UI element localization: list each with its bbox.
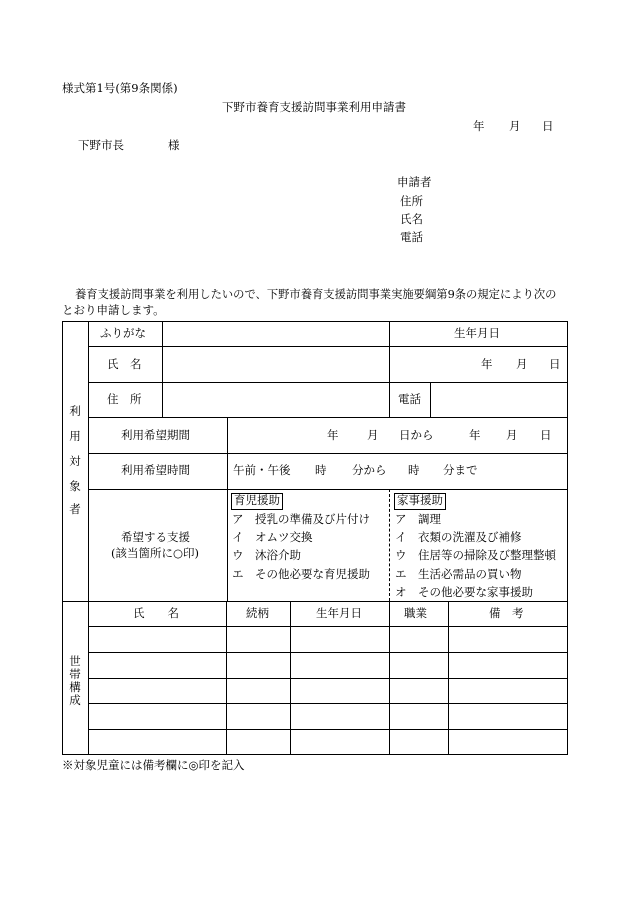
time-hour-1: 時 [315,463,327,477]
addressee: 下野市長 [78,138,124,152]
date-month-label: 月 [509,119,521,133]
date-day-label: 日 [542,119,554,133]
household-side-label-4: 成 [69,693,81,707]
housework-item-1: ア 調理 [395,512,441,526]
furigana-label: ふりがな [100,326,146,340]
household-col-birthdate: 生年月日 [316,606,362,620]
intro-line-2: とおり申請します。 [62,303,165,317]
footnote: ※対象児童には備考欄に◎印を記入 [62,758,245,772]
applicant-phone-label: 電話 [400,230,423,244]
time-ampm: 午前・午後 [233,463,291,477]
time-from: 分から [352,463,387,477]
childcare-heading: 育児援助 [231,493,283,510]
childcare-item-2: イ オムツ交換 [232,530,313,544]
form-title: 下野市養育支援訪問事業利用申請書 [222,100,406,114]
period-from-month: 月 [367,428,379,442]
support-label: 希望する支援 [121,530,190,544]
period-from-day: 日から [399,428,434,442]
applicant-address-label: 住所 [400,194,423,208]
childcare-item-3: ウ 沐浴介助 [232,548,301,562]
time-until: 分まで [443,463,478,477]
time-hour-2: 時 [408,463,420,477]
time-label: 利用希望時間 [121,463,190,477]
support-instruction: (該当箇所に○印) [111,546,200,560]
form-number: 様式第1号(第9条関係) [62,81,178,95]
birth-month-label: 月 [516,357,528,371]
user-side-label-4: 象 [69,479,81,493]
user-side-label-2: 用 [69,429,81,443]
user-phone-label: 電話 [398,392,421,406]
birth-day-label: 日 [549,357,561,371]
housework-item-3: ウ 住居等の掃除及び整理整頓 [395,548,556,562]
household-col-relation: 続柄 [246,606,269,620]
housework-item-4: エ 生活必需品の買い物 [395,567,522,581]
household-col-name: 氏 名 [133,606,179,620]
applicant-heading: 申請者 [397,175,432,189]
period-to-month: 月 [506,428,518,442]
user-address-label: 住 所 [107,392,142,406]
period-to-day: 日 [540,428,552,442]
user-side-label-1: 利 [69,404,81,418]
childcare-item-1: ア 授乳の準備及び片付け [232,512,370,526]
childcare-item-4: エ その他必要な育児援助 [232,567,370,581]
household-side-label-2: 帯 [69,667,81,681]
user-name-label: 氏 名 [107,357,142,371]
household-col-remarks: 備 考 [489,606,524,620]
intro-line-1: 養育支援訪問事業を利用したいので、下野市養育支援訪問事業実施要綱第9条の規定により次の [75,288,557,301]
household-side-label-1: 世 [69,654,81,668]
addressee-honorific: 様 [168,138,180,152]
household-col-occupation: 職業 [404,606,427,620]
date-year-label: 年 [473,119,485,133]
housework-item-2: イ 衣類の洗濯及び補修 [395,530,522,544]
applicant-name-label: 氏名 [400,212,423,226]
period-label: 利用希望期間 [121,428,190,442]
user-side-label-3: 対 [69,454,81,468]
household-side-label-3: 構 [69,680,81,694]
user-side-label-5: 者 [69,502,81,516]
period-to-year: 年 [469,428,481,442]
period-from-year: 年 [327,428,339,442]
housework-item-5: オ その他必要な家事援助 [395,585,533,599]
birth-date-label: 生年月日 [454,326,500,340]
birth-year-label: 年 [481,357,493,371]
housework-heading: 家事援助 [394,493,446,510]
